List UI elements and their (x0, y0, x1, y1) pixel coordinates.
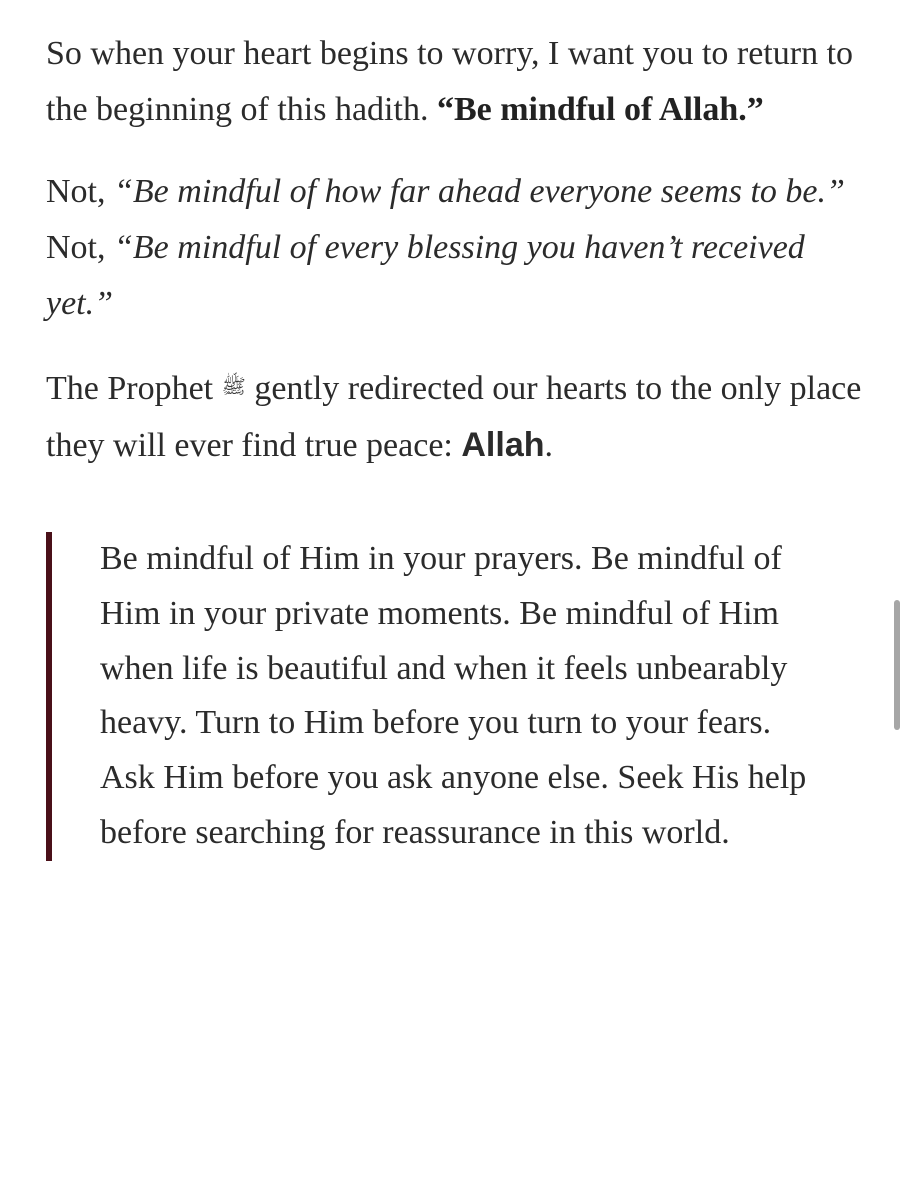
paragraph-3-bold-allah: Allah (461, 426, 545, 464)
blockquote-text: Be mindful of Him in your prayers. Be mindful of Him in your private moments. Be mindful of Him when life is beautiful and when it feels unbearably heavy. Turn to Him before you turn to your fears. Ask Him before you ask anyone else. Seek His help before searching for reassurance in this world. (100, 540, 807, 851)
scrollbar-thumb[interactable] (894, 600, 900, 730)
paragraph-1 (46, 26, 866, 138)
paragraph-2-text-b: Not, (46, 229, 114, 266)
salutation-glyph: ﷺ (221, 374, 246, 398)
paragraph-2-italic-a: “Be mindful of how far ahead everyone seems to be.” (114, 173, 845, 210)
blockquote (46, 532, 830, 861)
article-body (46, 26, 866, 895)
paragraph-3-end: . (544, 427, 553, 464)
paragraph-2-italic-b: “Be mindful of every blessing you haven’t received yet.” (46, 229, 805, 322)
paragraph-2 (46, 164, 866, 332)
paragraph-3-text-a: The Prophet (46, 370, 222, 407)
paragraph-1-text: So when your heart begins to worry, I want you to return to the beginning of this hadith. (46, 35, 854, 128)
paragraph-3-text-b: gently redirected our hearts to the only place they will ever find true peace: (46, 370, 862, 464)
paragraph-1-bold-quote: “Be mindful of Allah.” (436, 91, 764, 128)
paragraph-3 (46, 358, 866, 474)
paragraph-2-text-a: Not, (46, 173, 114, 210)
